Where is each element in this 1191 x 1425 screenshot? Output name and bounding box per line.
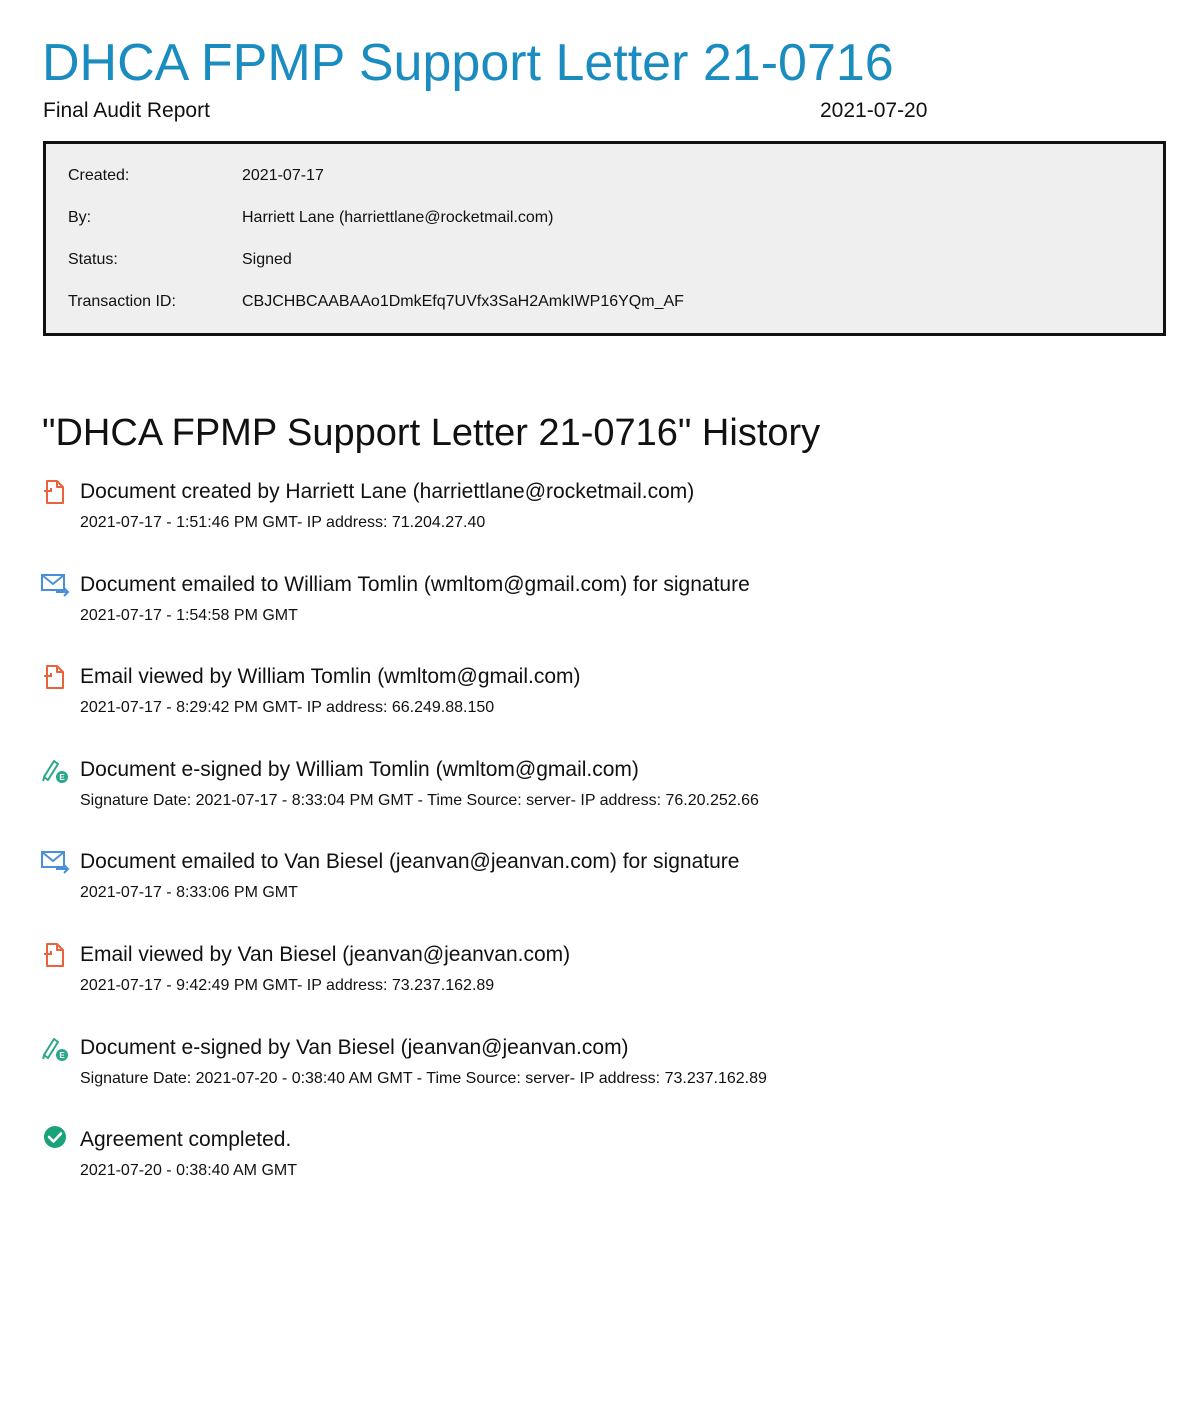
history-event [40,940,1140,1010]
document-icon [40,477,70,507]
email-sent-icon [40,847,70,877]
document-icon [40,662,70,692]
event-title: Email viewed by William Tomlin (wmltom@gmail.com) [80,665,581,688]
event-title: Document e-signed by William Tomlin (wmltom@gmail.com) [80,758,639,781]
check-circle-icon [40,1125,70,1155]
event-title: Document emailed to William Tomlin (wmltom@gmail.com) for signature [80,573,750,596]
history-event [40,570,1140,640]
event-detail: Signature Date: 2021-07-17 - 8:33:04 PM GMT - Time Source: server- IP address: 76.20.252.66 [80,792,759,809]
event-detail: 2021-07-17 - 9:42:49 PM GMT- IP address: 73.237.162.89 [80,977,495,994]
by-value: Harriett Lane (harriettlane@rocketmail.com) [242,209,554,226]
by-label: By: [68,209,92,226]
document-icon [40,940,70,970]
history-event [40,1125,1140,1195]
event-detail: 2021-07-17 - 8:33:06 PM GMT [80,884,298,901]
report-subtitle: Final Audit Report [43,99,210,122]
event-detail: 2021-07-17 - 8:29:42 PM GMT- IP address: 66.249.88.150 [80,699,495,716]
email-sent-icon [40,570,70,600]
report-title: DHCA FPMP Support Letter 21-0716 [42,34,894,92]
event-title: Agreement completed. [80,1128,292,1151]
summary-box [43,141,1166,336]
e-sign-icon [40,755,70,785]
event-detail: Signature Date: 2021-07-20 - 0:38:40 AM GMT - Time Source: server- IP address: 73.237.162.89 [80,1070,767,1087]
event-title: Email viewed by Van Biesel (jeanvan@jeanvan.com) [80,943,571,966]
report-date: 2021-07-20 [820,99,928,122]
event-title: Document emailed to Van Biesel (jeanvan@jeanvan.com) for signature [80,850,740,873]
history-event [40,755,1140,825]
history-title: "DHCA FPMP Support Letter 21-0716" History [42,412,821,454]
svg-text:E: E [59,1051,65,1060]
event-title: Document e-signed by Van Biesel (jeanvan@jeanvan.com) [80,1036,629,1059]
history-event [40,477,1140,547]
svg-text:E: E [59,773,65,782]
e-sign-icon [40,1033,70,1063]
history-event [40,1033,1140,1103]
event-detail: 2021-07-20 - 0:38:40 AM GMT [80,1162,297,1179]
event-detail: 2021-07-17 - 1:54:58 PM GMT [80,607,298,624]
history-event [40,662,1140,732]
event-detail: 2021-07-17 - 1:51:46 PM GMT- IP address: 71.204.27.40 [80,514,486,531]
created-label: Created: [68,167,130,184]
status-value: Signed [242,251,292,268]
event-title: Document created by Harriett Lane (harriettlane@rocketmail.com) [80,480,695,503]
transaction-label: Transaction ID: [68,293,176,310]
created-value: 2021-07-17 [242,167,324,184]
transaction-value: CBJCHBCAABAAo1DmkEfq7UVfx3SaH2AmkIWP16YQm_AF [242,293,684,310]
history-event [40,847,1140,917]
status-label: Status: [68,251,118,268]
